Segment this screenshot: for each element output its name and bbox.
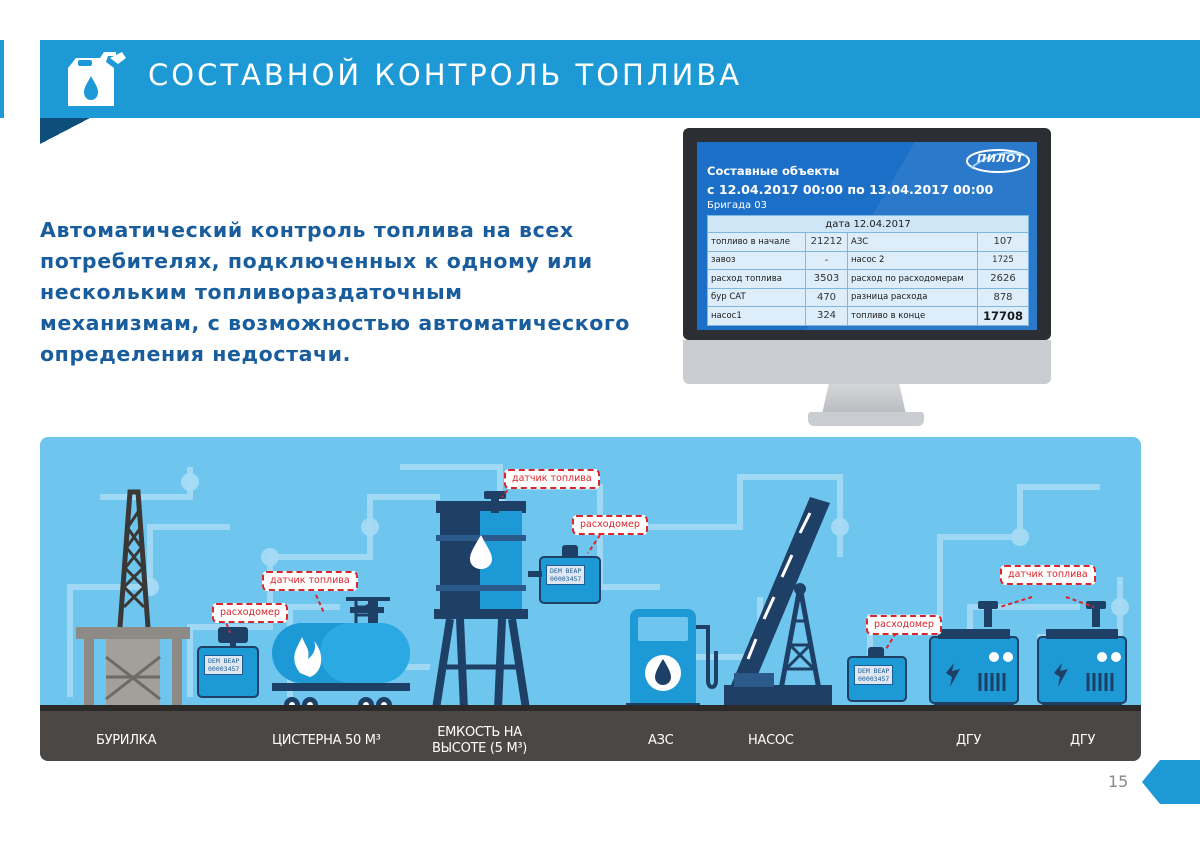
table-cell-label: насос 2 [848,251,978,270]
callout-dgu-sensor: датчик топлива [1000,565,1096,585]
table-cell-value: 1725 [978,251,1029,270]
caption-pump: НАСОС [748,733,794,748]
callout-pump-flowmeter: расходомер [866,615,942,635]
callout-tower-flowmeter: расходомер [572,515,648,535]
fuel-canister-icon [60,48,130,110]
caption-dgu-2: ДГУ [1070,733,1096,748]
table-cell-label: насос1 [708,307,806,326]
table-cell-value: 107 [978,233,1029,252]
callout-tank-sensor: датчик топлива [262,571,358,591]
flow-meter-display [546,565,585,585]
page-title: СОСТАВНОЙ КОНТРОЛЬ ТОПЛИВА [148,58,743,92]
table-cell-label: расход по расходомерам [848,270,978,289]
page-tab-arrow [1142,760,1160,804]
table-cell-value: - [806,251,848,270]
monitor-stand-base [808,412,924,426]
table-cell-value: 878 [978,288,1029,307]
table-date-cell: дата 12.04.2017 [708,216,1029,233]
monitor-chin [683,340,1051,384]
diesel-generator-icon [930,601,1018,709]
meter-model-text: DEM BEAP [550,567,582,575]
table-cell-value: 324 [806,307,848,326]
monitor-screen [697,142,1037,330]
monitor [683,128,1051,384]
meter-serial-text: 00003457 [858,675,890,683]
diesel-generator-icon [1038,601,1126,709]
table-row [708,270,1029,289]
page-tab [1160,760,1200,804]
table-row [708,251,1029,270]
callout-tower-sensor: датчик топлива [504,469,600,489]
monitor-stand-neck [822,384,906,414]
table-cell-label: завоз [708,251,806,270]
table-date-row [708,216,1029,233]
caption-tower-line1: ЕМКОСТЬ НА [437,725,522,740]
description-text: Автоматический контроль топлива на всех потребителях, подключенных к одному или нескольким топливораздаточным механизмам, с возможностью автоматического определения недостачи. [40,218,630,366]
screen-brigade: Бригада 03 [707,200,768,211]
fuel-infographic-panel [40,437,1141,761]
table-cell-value: 21212 [806,233,848,252]
pilot-logo-text: ПИЛОТ [977,152,1024,165]
table-cell-value: 17708 [978,307,1029,326]
meter-serial-text: 00003457 [208,665,240,673]
elevated-tank-icon [434,491,528,709]
table-cell-label: топливо в конце [848,307,978,326]
table-cell-value: 3503 [806,270,848,289]
table-cell-label: АЗС [848,233,978,252]
caption-tank: ЦИСТЕРНА 50 М³ [272,733,381,748]
caption-dgu-1: ДГУ [956,733,982,748]
page-number: 15 [1108,772,1129,791]
table-cell-label: разница расхода [848,288,978,307]
fuel-report-table [707,215,1029,326]
meter-model-text: DEM BEAP [858,667,890,675]
caption-azs: АЗС [648,733,674,748]
table-cell-value: 470 [806,288,848,307]
meter-serial-text: 00003457 [550,575,582,583]
table-row [708,288,1029,307]
caption-rig: БУРИЛКА [96,733,157,748]
flow-meter-display [204,655,243,675]
table-cell-label: расход топлива [708,270,806,289]
flow-meter-display [854,665,893,685]
left-edge-accent [0,40,4,118]
table-cell-label: топливо в начале [708,233,806,252]
table-cell-value: 2626 [978,270,1029,289]
caption-tower-line2: ВЫСОТЕ (5 М³) [432,741,528,756]
table-row [708,233,1029,252]
caption-tower [432,725,527,757]
meter-model-text: DEM BEAP [208,657,240,665]
screen-title: Составные объекты [707,164,840,178]
callout-rig-flowmeter: расходомер [212,603,288,623]
screen-period: с 12.04.2017 00:00 по 13.04.2017 00:00 [707,182,994,197]
table-row [708,307,1029,326]
table-cell-label: бур CAT [708,288,806,307]
header-fold [40,118,90,144]
